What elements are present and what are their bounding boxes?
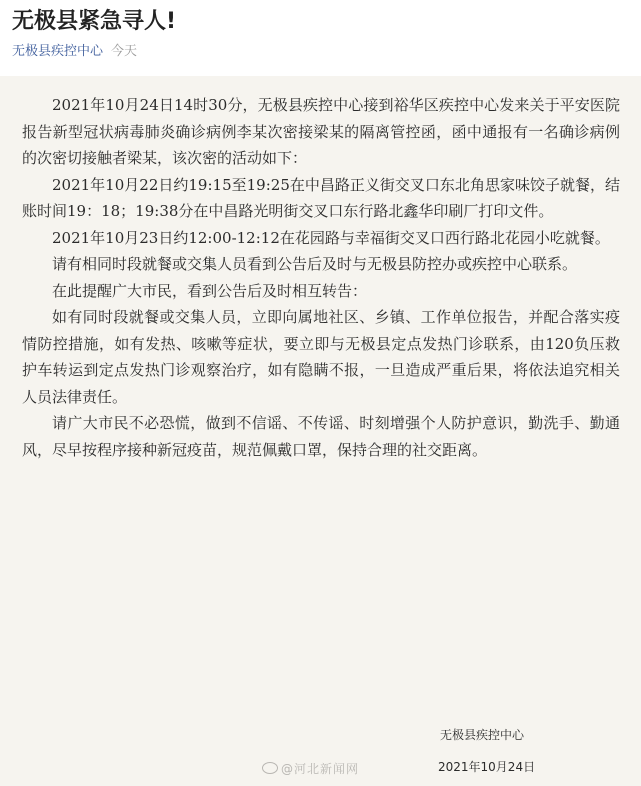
- notice-paragraph: 在此提醒广大市民，看到公告后及时相互转告：: [52, 281, 368, 300]
- weibo-icon: [262, 762, 278, 774]
- notice-paragraph: 2021年10月22日约19:15至19:25在中昌路正义街交叉口东北角思家味饺子就餐，结账时间19：18；19:38分在中昌路光明街交叉口东行路北鑫华印刷厂打印文件。: [22, 175, 620, 220]
- watermark: [262, 760, 359, 777]
- publish-time: 今天: [111, 44, 138, 59]
- watermark-text: @河北新闻网: [281, 762, 360, 776]
- notice-paragraph: 请广大市民不必恐慌，做到不信谣、不传谣、时刻增强个人防护意识，勤洗手、勤通风，尽早按程序接种新冠疫苗，规范佩戴口罩，保持合理的社交距离。: [22, 414, 620, 459]
- notice-paragraph: 如有同时段就餐或交集人员，立即向属地社区、乡镇、工作单位报告，并配合落实疫情防控措施，如有发热、咳嗽等症状，要立即与无极县定点发热门诊联系，由120负压救护车转运到定点发热门诊观察治疗，如有隐瞒不报，一旦造成严重后果，将依法追究相关人员法律责任。: [22, 308, 620, 406]
- notice-body: [22, 92, 620, 463]
- notice-date: 2021年10月24日: [438, 760, 536, 774]
- article-meta: [12, 40, 137, 59]
- notice-signature: 无极县疾控中心: [440, 728, 525, 742]
- notice-paragraph: 2021年10月23日约12:00-12:12在花园路与幸福街交叉口西行路北花园小吃就餐。: [52, 228, 610, 247]
- source-link[interactable]: 无极县疾控中心: [12, 44, 104, 59]
- article-title: 无极县紧急寻人!: [12, 9, 177, 34]
- notice-paragraph: 2021年10月24日14时30分，无极县疾控中心接到裕华区疾控中心发来关于平安医院报告新型冠状病毒肺炎确诊病例李某次密接梁某的隔离管控函，函中通报有一名确诊病例的次密切接触者梁某，该次密的活动如下：: [22, 96, 620, 167]
- notice-paragraph: 请有相同时段就餐或交集人员看到公告后及时与无极县防控办或疾控中心联系。: [52, 255, 578, 273]
